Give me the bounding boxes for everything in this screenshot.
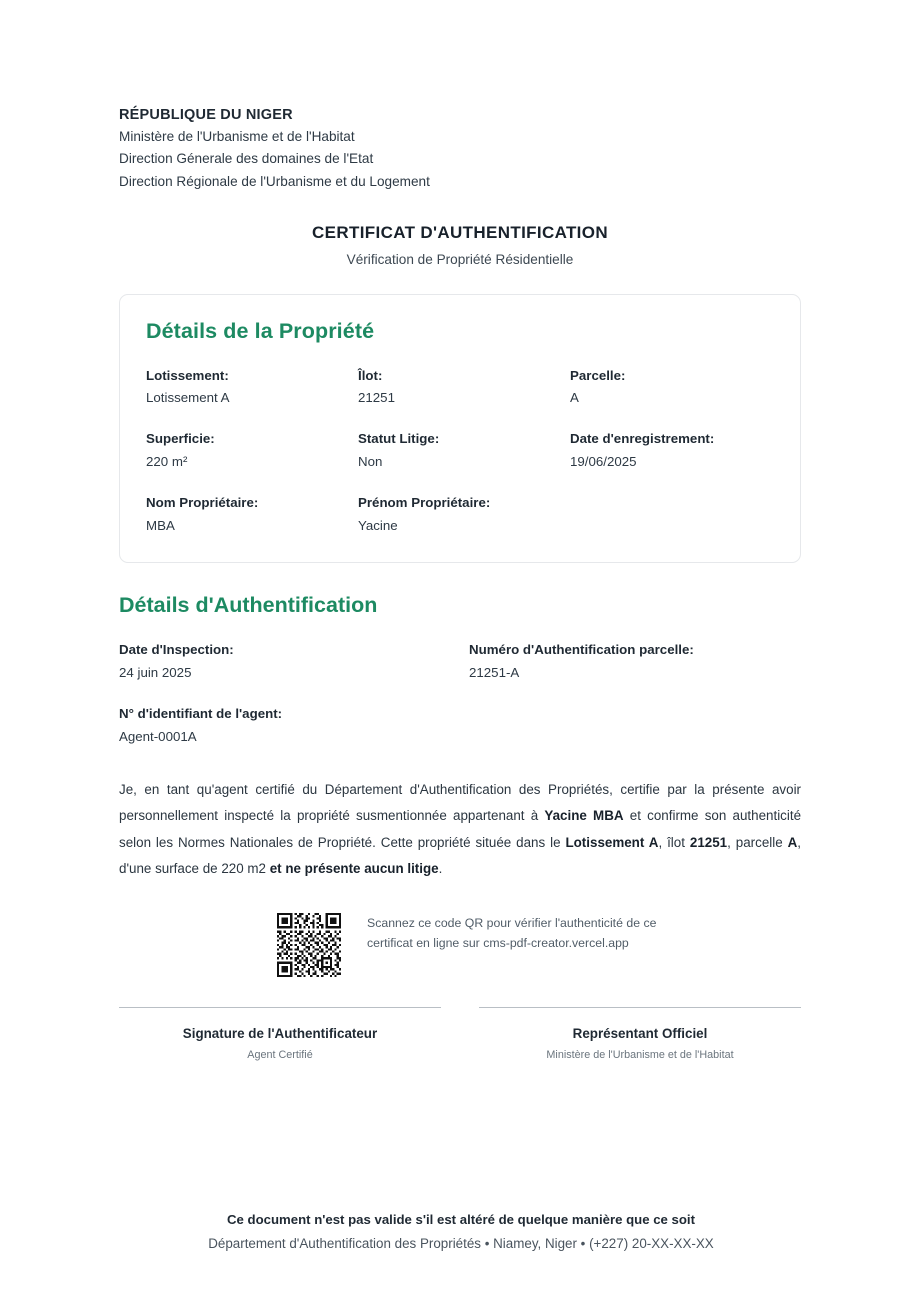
field-label: Parcelle: bbox=[570, 367, 626, 383]
statement-part5: , d'une surface de 220 m2 bbox=[119, 834, 801, 876]
field-nom-proprietaire bbox=[146, 493, 350, 537]
statement-parcelle: A bbox=[787, 834, 798, 850]
footer-warning: Ce document n'est pas valide s'il est altéré de quelque manière que ce soit bbox=[227, 1212, 695, 1227]
direction-generale: Direction Génerale des domaines de l'Etat bbox=[119, 151, 374, 167]
field-value: Lotissement A bbox=[146, 390, 230, 406]
field-value: 24 juin 2025 bbox=[119, 665, 192, 681]
field-value: A bbox=[570, 390, 579, 406]
signature-name: Signature de l'Authentificateur bbox=[182, 1025, 378, 1041]
property-details-title: Détails de la Propriété bbox=[146, 318, 375, 343]
authentication-details-title: Détails d'Authentification bbox=[119, 593, 378, 618]
field-value: 21251 bbox=[358, 390, 395, 406]
qr-code-icon bbox=[277, 913, 341, 977]
field-label: Superficie: bbox=[146, 431, 215, 447]
field-prenom-proprietaire bbox=[358, 493, 562, 537]
statement-part6: . bbox=[438, 860, 443, 876]
certificate-title: CERTIFICAT D'AUTHENTIFICATION bbox=[312, 222, 608, 242]
field-identifiant-agent bbox=[119, 704, 469, 748]
field-value: Agent-0001A bbox=[119, 728, 197, 744]
signature-role: Agent Certifié bbox=[247, 1048, 313, 1061]
signature-line bbox=[479, 1007, 801, 1008]
field-label: Îlot: bbox=[358, 367, 383, 383]
field-numero-authentification bbox=[469, 640, 801, 684]
field-superficie bbox=[146, 429, 350, 473]
field-value: Non bbox=[358, 454, 383, 469]
certificate-title-block bbox=[119, 223, 801, 267]
qr-instruction-text: Scannez ce code QR pour vérifier l'authenticité de ce certificat en ligne sur cms-pdf-creator.vercel.app bbox=[367, 915, 657, 950]
statement-part2: et confirme son authenticité selon les Normes Nationales de Propriété. Cette propriété située dans le bbox=[119, 808, 802, 850]
signature-official bbox=[479, 1007, 801, 1061]
direction-regionale: Direction Régionale de l'Urbanisme et du Logement bbox=[119, 173, 430, 189]
field-label: Lotissement: bbox=[146, 367, 229, 383]
country-name: RÉPUBLIQUE DU NIGER bbox=[119, 107, 293, 123]
field-date-enregistrement bbox=[570, 429, 774, 473]
statement-owner: Yacine MBA bbox=[544, 808, 624, 824]
certificate-subtitle: Vérification de Propriété Résidentielle bbox=[346, 251, 574, 267]
statement-part4: , parcelle bbox=[727, 834, 788, 850]
ministry-name: Ministère de l'Urbanisme et de l'Habitat bbox=[119, 129, 355, 145]
field-value: 21251-A bbox=[469, 665, 520, 681]
document-footer bbox=[0, 1212, 922, 1251]
field-parcelle bbox=[570, 366, 774, 410]
signature-authenticator bbox=[119, 1007, 441, 1061]
field-label: Date d'enregistrement: bbox=[570, 431, 715, 447]
statement-litige: et ne présente aucun litige bbox=[269, 860, 439, 876]
field-value: 19/06/2025 bbox=[570, 454, 637, 469]
field-statut-litige bbox=[358, 429, 562, 473]
field-value: Yacine bbox=[358, 517, 398, 533]
certificate-content bbox=[119, 104, 801, 1061]
qr-verification-block bbox=[119, 913, 801, 977]
footer-contact: Département d'Authentification des Propriétés • Niamey, Niger • (+227) 20-XX-XX-XX bbox=[208, 1236, 714, 1251]
field-date-inspection bbox=[119, 640, 469, 684]
field-label: Nom Propriétaire: bbox=[146, 494, 259, 510]
signature-role: Ministère de l'Urbanisme et de l'Habitat bbox=[546, 1048, 734, 1061]
statement-lotissement: Lotissement A bbox=[565, 834, 659, 850]
statement-ilot: 21251 bbox=[689, 834, 728, 850]
statement-part3: , îlot bbox=[658, 834, 690, 850]
field-label: Numéro d'Authentification parcelle: bbox=[469, 642, 694, 658]
field-spacer bbox=[469, 704, 801, 748]
field-lotissement bbox=[146, 366, 350, 410]
signature-line bbox=[119, 1007, 441, 1008]
signature-section bbox=[119, 1007, 801, 1061]
government-header bbox=[119, 104, 801, 193]
certification-statement bbox=[119, 777, 801, 882]
statement-part1: Je, en tant qu'agent certifié du Département d'Authentification des Propriétés, certifie par la présente avoir personnellement inspecté la propriété susmentionnée appartenant à bbox=[119, 782, 801, 824]
field-value: MBA bbox=[146, 517, 175, 533]
field-label: N° d'identifiant de l'agent: bbox=[119, 705, 283, 721]
field-value: 220 m² bbox=[146, 454, 188, 469]
field-label: Prénom Propriétaire: bbox=[358, 494, 491, 510]
property-details-grid bbox=[146, 366, 774, 537]
field-label: Statut Litige: bbox=[358, 431, 440, 447]
field-spacer bbox=[570, 493, 774, 537]
property-details-card bbox=[119, 294, 801, 564]
signature-name: Représentant Officiel bbox=[572, 1025, 708, 1041]
field-ilot bbox=[358, 366, 562, 410]
authentication-details-grid bbox=[119, 640, 801, 747]
field-label: Date d'Inspection: bbox=[119, 642, 234, 658]
